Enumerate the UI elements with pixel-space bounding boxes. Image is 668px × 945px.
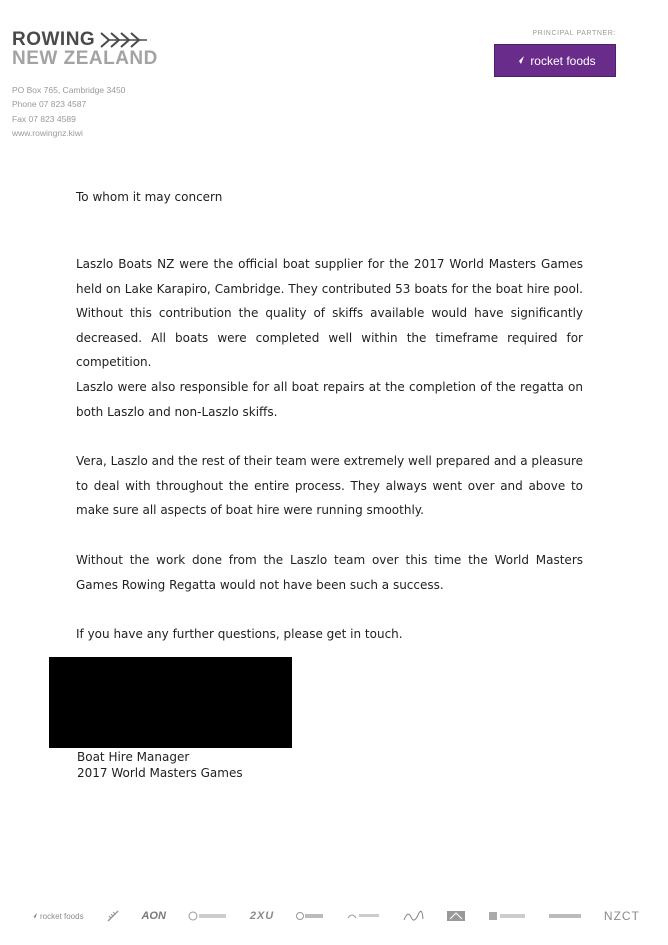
paragraph-2: Laszlo were also responsible for all boat repairs at the completion of the regatta on both Laszlo and non-Laszlo skiffs. [76, 380, 583, 419]
partner-label: PRINCIPAL PARTNER: [532, 30, 616, 37]
sponsor-mark-icon [296, 911, 324, 921]
sponsor-footer [30, 906, 640, 926]
address-line: PO Box 765, Cambridge 3450 [12, 85, 126, 95]
rocket-icon [514, 55, 525, 66]
sponsor-aon: AON [141, 910, 166, 922]
sponsor-script-icon [402, 909, 424, 923]
signature-title: Boat Hire Manager [77, 750, 190, 764]
sponsor-name: rocket foods [40, 911, 84, 921]
sponsor-nzct: NZCT [603, 909, 640, 923]
paragraph-1: Laszlo Boats NZ were the official boat supplier for the 2017 World Masters Games held on Lake Karapiro, Cambridge. They contributed 53 boats for the boat hire pool. Without this contribution the quality of skiffs available would have significantly decreased. All boats were completed well within the timeframe required for competition. [76, 257, 583, 370]
paragraph-5: If you have any further questions, please get in touch. [76, 627, 403, 641]
fax-line: Fax 07 823 4589 [12, 113, 76, 124]
sponsor-rocket-foods [30, 912, 84, 921]
rowing-nz-logo [12, 30, 158, 69]
sponsor-2xu: 2XU [249, 910, 275, 922]
paragraph-3: Vera, Laszlo and the rest of their team were extremely well prepared and a pleasure to deal with throughout the entire process. They always went over and above to make sure all aspects of boat hire were running smoothly. [76, 454, 583, 518]
partner-name: rocket foods [530, 53, 596, 68]
sponsor-shield-icon [446, 910, 466, 922]
salutation: To whom it may concern [76, 190, 223, 204]
oars-logo-icon [99, 31, 149, 49]
sponsor-charity-icon [548, 911, 582, 921]
phone-line: Phone 07 823 4587 [12, 99, 87, 110]
paragraph-4: Without the work done from the Laszlo team over this time the World Masters Games Rowing Regatta would not have been such a success. [76, 553, 583, 592]
signature-block [77, 749, 243, 781]
logo-line2: NEW ZEALAND [12, 48, 158, 69]
website-line: www.rowingnz.kiwi [12, 128, 83, 139]
signature-org: 2017 World Masters Games [77, 766, 243, 780]
sponsor-emblem-icon [488, 910, 526, 922]
sponsor-bird-icon [346, 910, 380, 922]
rocket-icon [30, 912, 38, 920]
fern-logo-icon [106, 909, 120, 923]
sponsor-crest-icon [188, 911, 228, 921]
address-block [12, 83, 125, 141]
partner-logo [494, 44, 616, 77]
logo-line1: ROWING [12, 29, 96, 50]
redacted-signature [49, 657, 292, 748]
